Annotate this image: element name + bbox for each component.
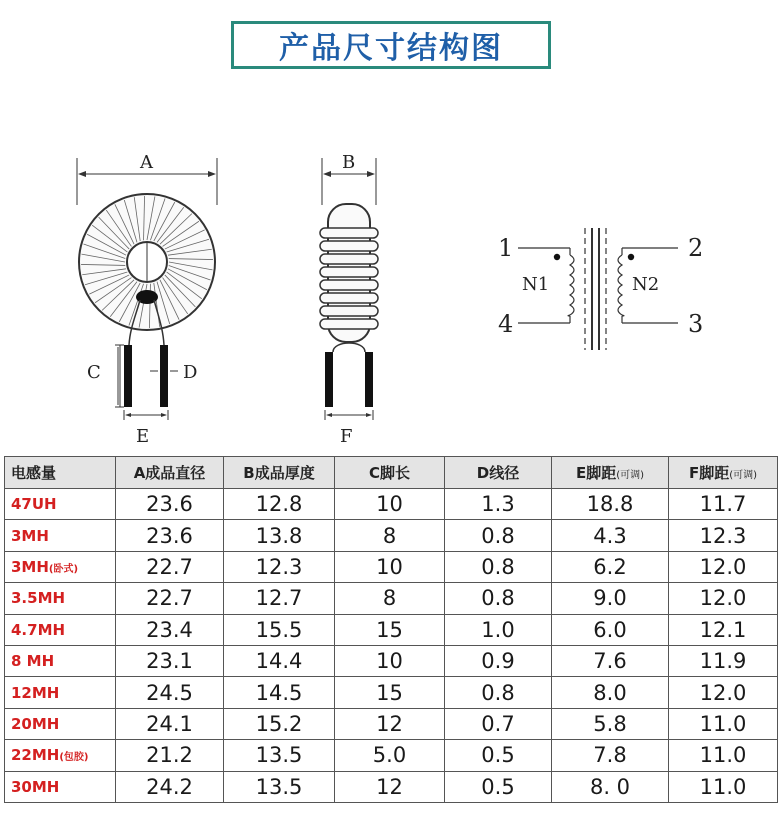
header-f: F脚距(可调): [669, 457, 778, 489]
value-cell-a: 22.7: [116, 551, 224, 582]
value-cell-f: 11.0: [669, 740, 778, 771]
front-view: [77, 152, 217, 447]
pin-3-label: 3: [688, 310, 704, 338]
value-cell-c: 10: [335, 489, 445, 520]
value-cell-c: 15: [335, 677, 445, 708]
value-cell-e: 9.0: [552, 583, 669, 614]
value-cell-b: 13.8: [224, 520, 335, 551]
dim-e-label: E: [136, 426, 150, 447]
inductance-cell: 20MH: [5, 708, 116, 739]
value-cell-e: 18.8: [552, 489, 669, 520]
value-cell-f: 12.0: [669, 583, 778, 614]
value-cell-d: 0.5: [445, 740, 552, 771]
value-cell-c: 12: [335, 708, 445, 739]
value-cell-f: 12.1: [669, 614, 778, 645]
header-b: B成品厚度: [224, 457, 335, 489]
value-cell-d: 1.0: [445, 614, 552, 645]
spec-table: [4, 456, 778, 803]
value-cell-c: 15: [335, 614, 445, 645]
header-e: E脚距(可调): [552, 457, 669, 489]
value-cell-f: 11.0: [669, 771, 778, 802]
value-cell-f: 11.9: [669, 645, 778, 676]
value-cell-d: 0.5: [445, 771, 552, 802]
value-cell-b: 12.3: [224, 551, 335, 582]
table-row: [5, 771, 778, 802]
table-row: [5, 708, 778, 739]
value-cell-d: 0.8: [445, 583, 552, 614]
value-cell-e: 7.8: [552, 740, 669, 771]
dim-b-label: B: [342, 152, 356, 173]
value-cell-a: 23.6: [116, 520, 224, 551]
inductance-cell: 3MH: [5, 520, 116, 551]
value-cell-f: 12.0: [669, 551, 778, 582]
value-cell-d: 0.9: [445, 645, 552, 676]
pin-2-label: 2: [688, 234, 704, 262]
inductance-cell: 47UH: [5, 489, 116, 520]
winding-n1-label: N1: [522, 274, 550, 295]
value-cell-c: 10: [335, 645, 445, 676]
page-title: 产品尺寸结构图: [231, 21, 551, 69]
value-cell-b: 14.5: [224, 677, 335, 708]
table-header-row: [5, 457, 778, 489]
value-cell-b: 13.5: [224, 771, 335, 802]
value-cell-f: 12.3: [669, 520, 778, 551]
value-cell-c: 8: [335, 583, 445, 614]
pin-4-label: 4: [498, 310, 514, 338]
value-cell-a: 24.1: [116, 708, 224, 739]
value-cell-d: 0.8: [445, 551, 552, 582]
value-cell-a: 23.6: [116, 489, 224, 520]
pin-1-label: 1: [498, 234, 514, 262]
value-cell-e: 6.2: [552, 551, 669, 582]
value-cell-b: 13.5: [224, 740, 335, 771]
dim-c-label: C: [87, 362, 101, 383]
value-cell-a: 24.2: [116, 771, 224, 802]
value-cell-a: 23.1: [116, 645, 224, 676]
inductance-cell: 12MH: [5, 677, 116, 708]
value-cell-b: 12.8: [224, 489, 335, 520]
winding-n2-label: N2: [632, 274, 660, 295]
dim-d-label: D: [183, 362, 198, 383]
value-cell-b: 14.4: [224, 645, 335, 676]
value-cell-e: 8.0: [552, 677, 669, 708]
value-cell-c: 8: [335, 520, 445, 551]
value-cell-c: 5.0: [335, 740, 445, 771]
dim-f-label: F: [340, 426, 353, 447]
value-cell-d: 1.3: [445, 489, 552, 520]
inductance-cell: 22MH(包胶): [5, 740, 116, 771]
value-cell-c: 12: [335, 771, 445, 802]
table-row: [5, 740, 778, 771]
inductance-cell: 4.7MH: [5, 614, 116, 645]
value-cell-a: 24.5: [116, 677, 224, 708]
side-view: [320, 152, 378, 447]
value-cell-e: 6.0: [552, 614, 669, 645]
value-cell-d: 0.8: [445, 677, 552, 708]
value-cell-e: 5.8: [552, 708, 669, 739]
inductance-cell: 3.5MH: [5, 583, 116, 614]
value-cell-f: 11.0: [669, 708, 778, 739]
dim-a-label: A: [140, 152, 153, 173]
value-cell-a: 23.4: [116, 614, 224, 645]
value-cell-c: 10: [335, 551, 445, 582]
value-cell-d: 0.7: [445, 708, 552, 739]
header-a: A成品直径: [116, 457, 224, 489]
table-row: [5, 645, 778, 676]
table-row: [5, 614, 778, 645]
value-cell-e: 8. 0: [552, 771, 669, 802]
value-cell-b: 12.7: [224, 583, 335, 614]
inductance-cell: 8 MH: [5, 645, 116, 676]
value-cell-b: 15.5: [224, 614, 335, 645]
table-row: [5, 677, 778, 708]
inductance-cell: 3MH(卧式): [5, 551, 116, 582]
header-c: C脚长: [335, 457, 445, 489]
value-cell-a: 22.7: [116, 583, 224, 614]
header-inductance: 电感量: [5, 457, 116, 489]
value-cell-e: 4.3: [552, 520, 669, 551]
value-cell-f: 12.0: [669, 677, 778, 708]
table-row: [5, 489, 778, 520]
table-row: [5, 583, 778, 614]
header-d: D线径: [445, 457, 552, 489]
value-cell-b: 15.2: [224, 708, 335, 739]
value-cell-a: 21.2: [116, 740, 224, 771]
value-cell-d: 0.8: [445, 520, 552, 551]
inductance-cell: 30MH: [5, 771, 116, 802]
table-row: [5, 520, 778, 551]
value-cell-f: 11.7: [669, 489, 778, 520]
table-row: [5, 551, 778, 582]
value-cell-e: 7.6: [552, 645, 669, 676]
